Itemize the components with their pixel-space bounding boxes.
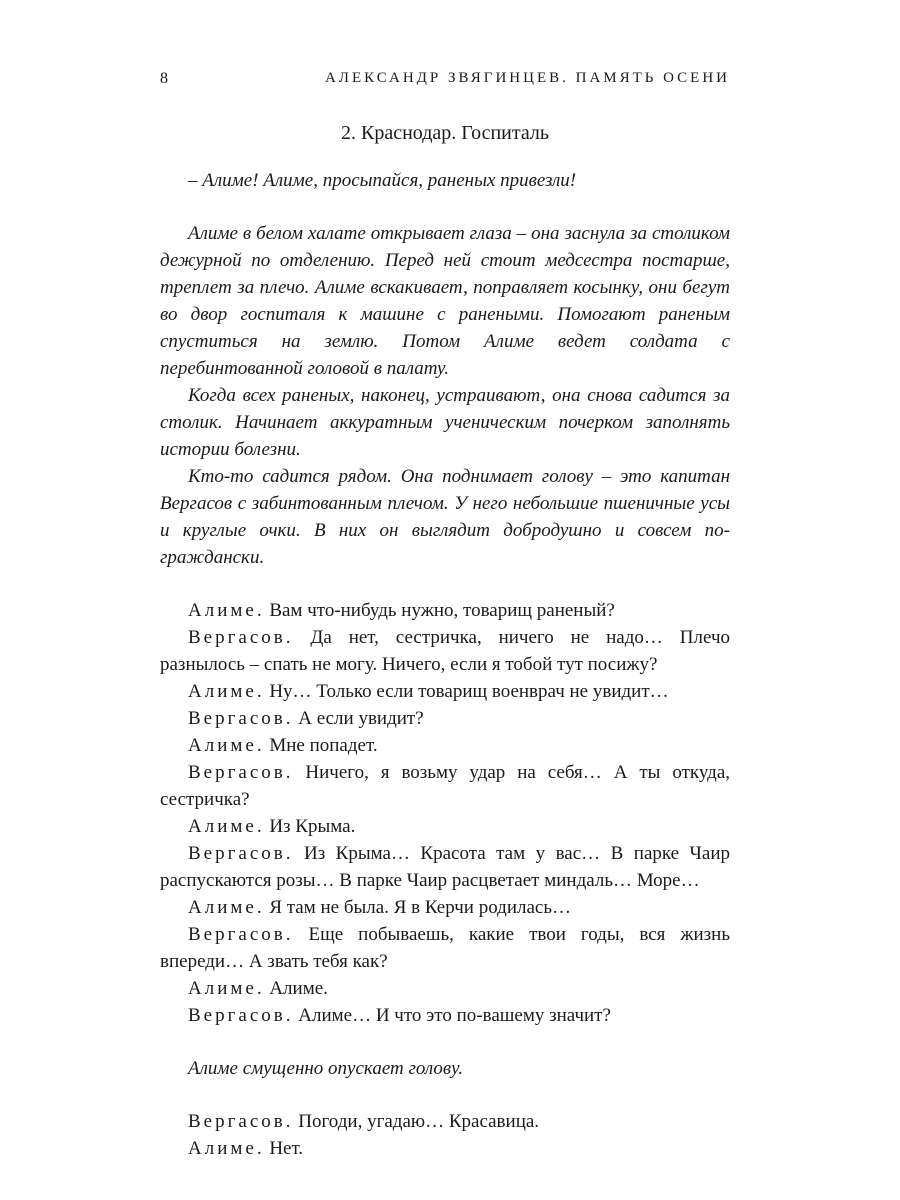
speaker-name: Алиме. <box>188 735 265 756</box>
stage-paragraph: Алиме в белом халате открывает глаза – она заснула за столиком дежурной по отделению. Перед ней стоит медсестра постарше, треплет за плечо. Алиме вскакивает, поправляет косынку, они бегут во двор госпиталя к машине с ранеными. Помогают раненым спуститься на землю. Потом Алиме ведет солдата с перебинтованной головой в палату. <box>160 223 730 379</box>
spacer <box>160 194 730 220</box>
dialogue-line <box>160 975 730 1002</box>
dialogue-line <box>160 813 730 840</box>
dialogue-text: Алиме… И что это по-вашему значит? <box>298 1005 611 1026</box>
dialogue-text: Из Крыма… Красота там у вас… В парке Чаир распускаются розы… В парке Чаир расцветает миндаль… Море… <box>160 843 731 891</box>
dialogue-line <box>160 1108 730 1135</box>
page-body <box>160 120 730 1162</box>
opening-line: – Алиме! Алиме, просыпайся, раненых привезли! <box>188 170 577 191</box>
speaker-name: Алиме. <box>188 978 265 999</box>
speaker-name: Вергасов. <box>188 924 294 945</box>
dialogue-line <box>160 732 730 759</box>
dialogue-text: Погоди, угадаю… Красавица. <box>298 1111 540 1132</box>
stage-paragraph: Когда всех раненых, наконец, устраивают, она снова садится за столик. Начинает аккуратным ученическим почерком заполнять истории болезни. <box>160 385 730 460</box>
dialogue-text: Да нет, сестричка, ничего не надо… Плечо разнылось – спать не могу. Ничего, если я тобой тут посижу? <box>160 627 731 675</box>
dialogue-line <box>160 759 730 813</box>
dialogue-line <box>160 597 730 624</box>
speaker-name: Вергасов. <box>188 627 294 648</box>
dialogue-text: Я там не была. Я в Керчи родилась… <box>269 897 572 918</box>
dialogue-text: Нет. <box>269 1138 304 1159</box>
speaker-name: Вергасов. <box>188 762 294 783</box>
dialogue-line <box>160 624 730 678</box>
dialogue-text: Вам что-нибудь нужно, товарищ раненый? <box>269 600 615 621</box>
dialogue-line <box>160 705 730 732</box>
speaker-name: Вергасов. <box>188 1111 294 1132</box>
speaker-name: Вергасов. <box>188 1005 294 1026</box>
speaker-name: Вергасов. <box>188 708 294 729</box>
dialogue-text: Ничего, я возьму удар на себя… А ты откуда, сестричка? <box>160 762 730 810</box>
speaker-name: Алиме. <box>188 816 265 837</box>
dialogue-text: А если увидит? <box>298 708 424 729</box>
speaker-name: Алиме. <box>188 897 265 918</box>
dialogue-text: Из Крыма. <box>269 816 356 837</box>
dialogue-text: Ну… Только если товарищ военврач не увидит… <box>269 681 669 702</box>
dialogue-line <box>160 840 730 894</box>
stage-paragraph: Кто-то садится рядом. Она поднимает голову – это капитан Вергасов с забинтованным плечом. У него небольшие пшеничные усы и круглые очки. В них он выглядит добродушно и совсем по-граждански. <box>160 466 730 568</box>
page-number: 8 <box>160 70 169 87</box>
dialogue-line <box>160 921 730 975</box>
spacer <box>160 1029 730 1055</box>
spacer <box>160 1082 730 1108</box>
dialogue-line <box>160 1002 730 1029</box>
dialogue-line <box>160 678 730 705</box>
speaker-name: Алиме. <box>188 600 265 621</box>
spacer <box>160 571 730 597</box>
dialogue-text: Алиме. <box>269 978 328 999</box>
running-title: АЛЕКСАНДР ЗВЯГИНЦЕВ. ПАМЯТЬ ОСЕНИ <box>324 70 730 86</box>
chapter-title: 2. Краснодар. Госпиталь <box>341 122 549 144</box>
dialogue-line <box>160 1135 730 1162</box>
stage-direction: Алиме смущенно опускает голову. <box>188 1058 464 1079</box>
dialogue-text: Мне попадет. <box>269 735 378 756</box>
speaker-name: Вергасов. <box>188 843 294 864</box>
dialogue-line <box>160 894 730 921</box>
running-header <box>160 70 730 100</box>
speaker-name: Алиме. <box>188 1138 265 1159</box>
dialogue-text: Еще побываешь, какие твои годы, вся жизнь впереди… А звать тебя как? <box>160 924 731 972</box>
speaker-name: Алиме. <box>188 681 265 702</box>
